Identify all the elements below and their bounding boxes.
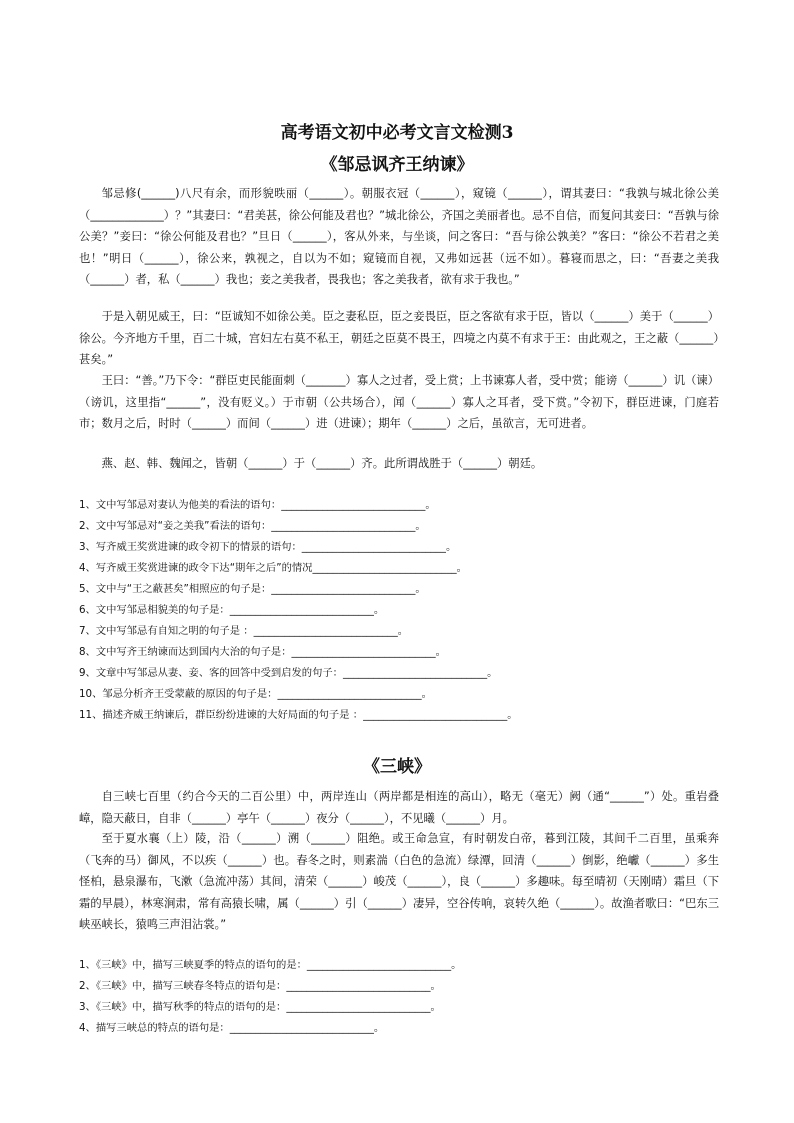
passage2-paragraph-1: 自三峡七百里（约合今天的二百公里）中，两岸连山（两岸都是相连的高山），略无（毫无）阙（通“______”）处。重岩叠嶂，隐天蔽日，自非（______）亭午（______）夜分（______），不见曦（______）月。 (79, 790, 719, 825)
question-1-1: 1、文中写邹忌对妻认为他美的看法的语句：____________________________。 (79, 499, 436, 511)
passage1-paragraph-2: 于是入朝见威王，曰：“臣诚知不如徐公美。臣之妻私臣，臣之妾畏臣，臣之客欲有求于臣，皆以（______）美于（______）徐公。今齐地方千里，百二十城，宫妇左右莫不私王，朝廷之臣莫不畏王，四境之内莫不有求于王：由此观之，王之蔽（______）甚矣。” (79, 310, 719, 366)
question-1-3: 3、写齐威王奖赏进谏的政令初下的情景的语句：____________________________。 (79, 541, 457, 553)
question-2-3: 3、《三峡》中，描写秋季的特点的语句的是：____________________________。 (79, 1001, 441, 1013)
question-1-10: 10、邹忌分析齐王受蒙蔽的原因的句子是：____________________________。 (79, 688, 432, 700)
question-2-4: 4、描写三峡总的特点的语句是：____________________________。 (79, 1022, 385, 1034)
question-2-2: 2、《三峡》中，描写三峡春冬特点的语句是：____________________________。 (79, 980, 441, 992)
document-title: 高考语文初中必考文言文检测3 (280, 123, 514, 143)
question-1-4: 4、写齐威王奖赏进谏的政令下达“期年之后”的情况____________________________。 (79, 562, 467, 574)
passage1-paragraph-1: 邹忌修(______)八尺有余，而形貌昳丽（______）。朝服衣冠（______），窥镜（______），谓其妻曰：“我孰与城北徐公美（_____________）？”其妻曰：“君美甚，徐公何能及君也？”城北徐公，齐国之美丽者也。忌不自信，而复问其妾曰：“吾孰与徐公美？”妾曰：“徐公何能及君也？”旦日（______），客从外来，与坐谈，问之客曰：“吾与徐公孰美？”客曰：“徐公不若君之美也！”明日（______），徐公来，孰视之，自以为不如；窥镜而自视，又弗如远甚（远不如）。暮寝而思之，曰：“吾妻之美我（______）者，私（______）我也；妾之美我者，畏我也；客之美我者，欲有求于我也。” (79, 187, 719, 286)
passage2-paragraph-2: 至于夏水襄（上）陵，沿（______）溯（______）阻绝。或王命急宣，有时朝发白帝，暮到江陵，其间千二百里，虽乘奔（飞奔的马）御风，不以疾（______）也。春冬之时，则素湍（白色的急流）绿潭，回清（______）倒影，绝巘（______）多生怪柏，悬泉瀑布，飞漱（急流冲荡）其间，清荣（______）峻茂（______），良（______）多趣味。每至晴初（天刚晴）霜旦（下霜的早晨），林寒涧肃，常有高猿长啸，属（______）引（______）凄异，空谷传响，哀转久绝（______）。故渔者歌曰：“巴东三峡巫峡长，猿鸣三声泪沾裳。” (79, 832, 719, 931)
question-1-11: 11、描述齐威王纳谏后，群臣纷纷进谏的大好局面的句子是 ：____________________________。 (79, 709, 518, 721)
question-1-8: 8、文中写齐王纳谏而达到国内大治的句子是：____________________________。 (79, 646, 446, 658)
question-1-7: 7、文中写邹忌有自知之明的句子是 ：____________________________。 (79, 625, 409, 637)
section-title-sanxia: 《三峡》 (363, 757, 431, 777)
passage1-paragraph-3: 王曰：“善。”乃下令：“群臣吏民能面刺（_______）寡人之过者，受上赏；上书谏寡人者，受中赏；能谤（______）讥（谏）（谤讥，这里指“______”，没有贬义。）于市朝（公共场合），闻（______）寡人之耳者，受下赏。”令初下，群臣进谏，门庭若市；数月之后，时时（______）而间（______）进（进谏）；期年（______）之后，虽欲言，无可进者。 (79, 374, 719, 430)
section-title-zouji: 《邹忌讽齐王纳谏》 (320, 155, 474, 175)
question-1-6: 6、文中写邹忌相貌美的句子是：____________________________。 (79, 604, 385, 616)
question-1-9: 9、文章中写邹忌从妻、妾、客的回答中受到启发的句子：____________________________。 (79, 667, 498, 679)
question-1-5: 5、文中与“王之蔽甚矣”相照应的句子是：____________________________。 (79, 583, 426, 595)
question-1-2: 2、文中写邹忌对“妾之美我”看法的语句：____________________________。 (79, 520, 426, 532)
passage1-paragraph-4: 燕、赵、韩、魏闻之，皆朝（______）于（______）齐。此所谓战胜于（______）朝廷。 (101, 457, 543, 470)
question-2-1: 1、《三峡》中，描写三峡夏季的特点的语句的是：____________________________。 (79, 959, 462, 971)
